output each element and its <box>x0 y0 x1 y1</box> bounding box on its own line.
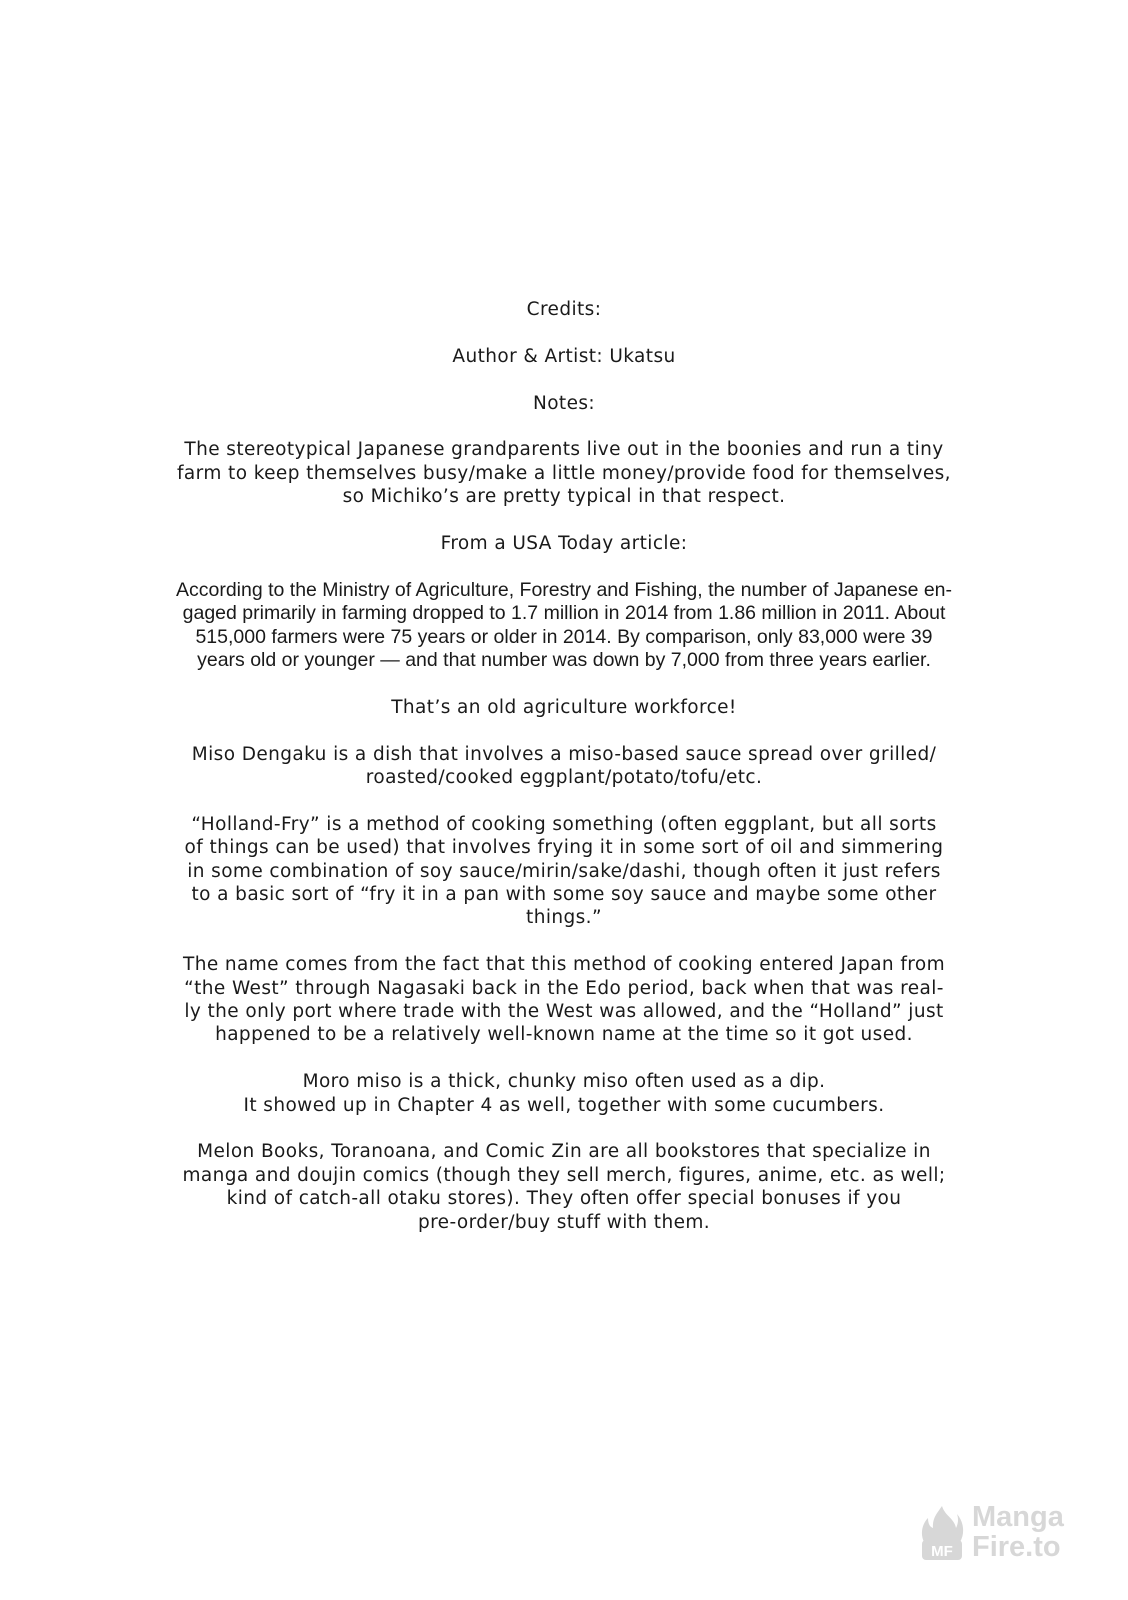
note-paragraph: Melon Books, Toranoana, and Comic Zin are all bookstores that specialize in manga and doujin comics (though they sell merch, figures, anime, etc. as well; kind of catch-all otaku stores). They often offer special bonuses if you pre-order/buy stuff with them. <box>182 1141 946 1233</box>
note-paragraph: “Holland-Fry” is a method of cooking something (often eggplant, but all sorts of things can be used) that involves frying it in some sort of oil and simmering in some combination of soy sauce/mirin/sake/dashi, though often it just refers to a basic sort of “fry it in a pan with some soy sauce and maybe some other things.” <box>184 813 944 929</box>
usa-today-quote: According to the Ministry of Agriculture, Forestry and Fishing, the number of Japanese en- gaged primarily in farming dropped to 1.7 million in 2014 from 1.86 million in 2011. About 515,000 farmers were 75 years or older in 2014. By comparison, only 83,000 were 39 years old or younger — and that number was down by 7,000 from three years earlier. <box>175 578 953 672</box>
author-artist-credit: Author & Artist: Ukatsu <box>452 345 676 367</box>
flame-logo-icon <box>918 1502 966 1562</box>
note-paragraph: That’s an old agriculture workforce! <box>391 696 737 718</box>
watermark-text <box>972 1502 1064 1562</box>
notes-text-block <box>90 298 1038 1257</box>
notes-heading: Notes: <box>532 392 596 414</box>
note-paragraph: Miso Dengaku is a dish that involves a miso-based sauce spread over grilled/ roasted/cooked eggplant/potato/tofu/etc. <box>191 743 937 789</box>
note-paragraph: From a USA Today article: <box>440 533 688 554</box>
credits-heading: Credits: <box>526 299 602 320</box>
note-paragraph: The stereotypical Japanese grandparents live out in the boonies and run a tiny farm to keep themselves busy/make a little money/provide food for themselves, so Michiko’s are pretty typical in that respect. <box>177 439 951 508</box>
mangafire-watermark <box>918 1502 1078 1562</box>
svg-text:MF: MF <box>931 1543 953 1560</box>
note-paragraph: The name comes from the fact that this method of cooking entered Japan from “the West” through Nagasaki back in the Edo period, back when that was real- ly the only port where trade with the West was allowed, and the “Holland” just happened to be a relatively well-known name at the time so it got used. <box>183 954 945 1046</box>
note-paragraph: Moro miso is a thick, chunky miso often used as a dip. It showed up in Chapter 4 as well, together with some cucumbers. <box>243 1071 885 1116</box>
watermark-line1: Manga <box>972 1501 1064 1533</box>
watermark-line2: Fire.to <box>972 1531 1061 1563</box>
